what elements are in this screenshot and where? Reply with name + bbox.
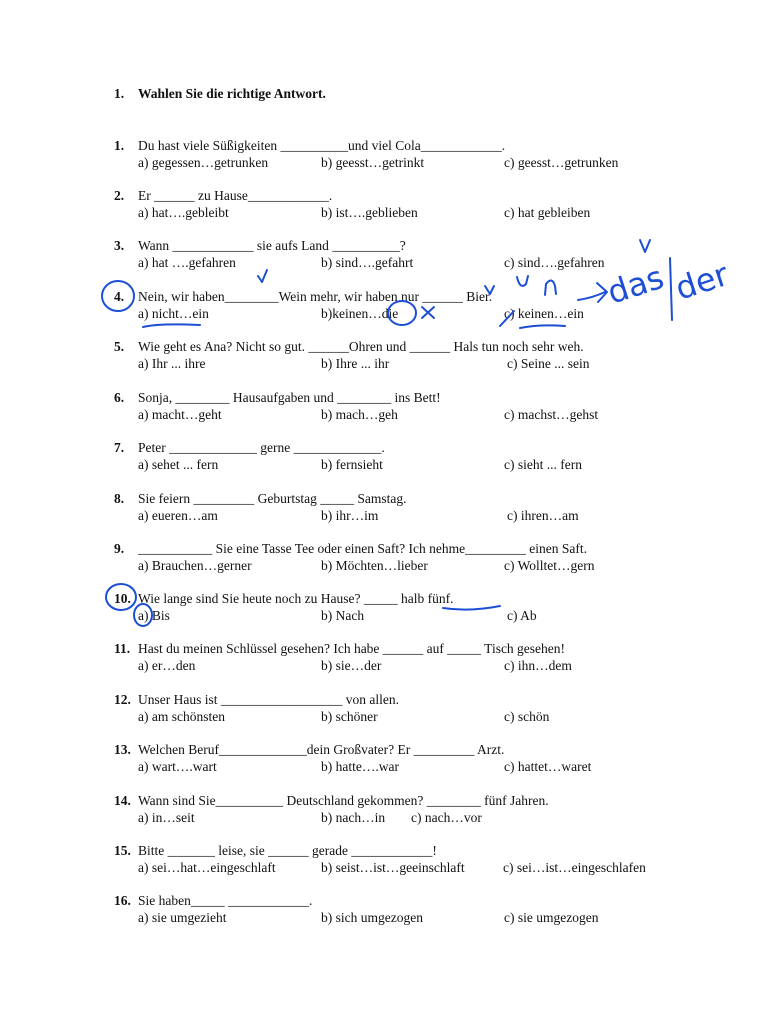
- question-line: [114, 640, 734, 657]
- question-number: 15.: [114, 843, 131, 858]
- question-line: [114, 137, 734, 154]
- answer-option-a: a) hat….gebleibt: [138, 205, 229, 220]
- answer-option-a: a) wart….wart: [138, 759, 217, 774]
- question-item: [114, 691, 734, 725]
- answer-option-a: a) sie umgezieht: [138, 910, 227, 925]
- question-stem: Peter _____________ gerne _____________.: [138, 440, 385, 455]
- question-item: [114, 842, 734, 876]
- answer-option-a: a) am schönsten: [138, 709, 225, 724]
- answer-options: [114, 406, 734, 423]
- answer-options: [114, 204, 734, 221]
- question-stem: Hast du meinen Schlüssel gesehen? Ich habe ______ auf _____ Tisch gesehen!: [138, 641, 566, 656]
- answer-option-c: c) sie umgezogen: [504, 910, 599, 925]
- answer-option-c: c) sei…ist…eingeschlafen: [503, 860, 646, 875]
- answer-option-b: b) ist….geblieben: [321, 205, 418, 220]
- answer-option-c: c) geesst…getrunken: [504, 155, 619, 170]
- question-line: [114, 540, 734, 557]
- answer-options: [114, 456, 734, 473]
- answer-options: [114, 154, 734, 171]
- question-number: 12.: [114, 692, 131, 707]
- answer-option-a: a) in…seit: [138, 810, 195, 825]
- question-stem: Du hast viele Süßigkeiten __________und viel Cola____________.: [138, 138, 506, 153]
- answer-option-b: b)keinen…die: [321, 306, 399, 321]
- question-stem: Wann sind Sie__________ Deutschland gekommen? ________ fünf Jahren.: [138, 793, 549, 808]
- answer-option-c: c) schön: [504, 709, 550, 724]
- question-number: 13.: [114, 742, 131, 757]
- answer-option-b: b) sie…der: [321, 658, 382, 673]
- question-number: 1.: [114, 138, 125, 153]
- answer-option-a: a) nicht…ein: [138, 306, 209, 321]
- answer-option-b: b) ihr…im: [321, 508, 379, 523]
- question-number: 10.: [114, 591, 131, 606]
- question-line: [114, 338, 734, 355]
- answer-option-a: a) eueren…am: [138, 508, 218, 523]
- answer-option-c: c) Wolltet…gern: [504, 558, 595, 573]
- answer-option-b: b) Möchten…lieber: [321, 558, 428, 573]
- question-stem: ___________ Sie eine Tasse Tee oder einen Saft? Ich nehme_________ einen Saft.: [138, 541, 587, 556]
- question-line: [114, 389, 734, 406]
- answer-option-c: c) sieht ... fern: [504, 457, 582, 472]
- question-stem: Wie lange sind Sie heute noch zu Hause? _____ halb fünf.: [138, 591, 454, 606]
- question-number: 16.: [114, 893, 131, 908]
- answer-option-c: c) keinen…ein: [504, 306, 584, 321]
- answer-options: [114, 305, 734, 322]
- question-stem: Er ______ zu Hause____________.: [138, 188, 333, 203]
- answer-option-b: b) geesst…getrinkt: [321, 155, 425, 170]
- question-number: 2.: [114, 188, 125, 203]
- answer-option-c: c) hat gebleiben: [504, 205, 591, 220]
- answer-option-c: c) machst…gehst: [504, 407, 599, 422]
- answer-option-c: c) Ab: [507, 608, 537, 623]
- answer-option-b: b) Nach: [321, 608, 365, 623]
- answer-option-c: c) sind….gefahren: [504, 255, 605, 270]
- question-stem: Sonja, ________ Hausaufgaben und ________ ins Bett!: [138, 390, 441, 405]
- answer-option-b: b) hatte….war: [321, 759, 399, 774]
- question-stem: Wann ____________ sie aufs Land __________?: [138, 238, 406, 253]
- handwritten-der: der: [670, 255, 734, 308]
- underline-nicht-mark: [143, 324, 200, 327]
- question-line: [114, 892, 734, 909]
- answer-option-a: a) Bis: [138, 608, 170, 623]
- answer-options: [114, 809, 734, 826]
- question-item: [114, 137, 734, 171]
- answer-options: [114, 708, 734, 725]
- question-line: [114, 590, 734, 607]
- answer-option-b: b) sich umgezogen: [321, 910, 423, 925]
- question-line: [114, 691, 734, 708]
- answer-option-a: a) gegessen…getrunken: [138, 155, 269, 170]
- question-line: [114, 741, 734, 758]
- question-stem: Bitte _______ leise, sie ______ gerade ____________!: [138, 843, 437, 858]
- question-line: [114, 842, 734, 859]
- answer-option-b: b) schöner: [321, 709, 378, 724]
- answer-option-b: b) seist…ist…geeinschlaft: [321, 860, 465, 875]
- answer-option-a: a) hat ….gefahren: [138, 255, 236, 270]
- handwritten-das: das: [602, 257, 669, 312]
- question-stem: Sie haben_____ ____________.: [138, 893, 313, 908]
- question-item: [114, 439, 734, 473]
- answer-option-c: c) ihren…am: [507, 508, 579, 523]
- question-item: [114, 640, 734, 674]
- answer-options: [114, 657, 734, 674]
- answer-options: [114, 355, 734, 372]
- question-item: [114, 338, 734, 372]
- question-item: [114, 187, 734, 221]
- answer-option-b: b) sind….gefahrt: [321, 255, 414, 270]
- question-stem: Unser Haus ist __________________ von allen.: [138, 692, 399, 707]
- answer-option-a: a) Ihr ... ihre: [138, 356, 206, 371]
- question-item: [114, 490, 734, 524]
- question-number: 9.: [114, 541, 125, 556]
- check-mark-1: [258, 270, 267, 282]
- exercise-header: [114, 86, 326, 102]
- answer-option-c: c) Seine ... sein: [507, 356, 590, 371]
- answer-option-b: b) mach…geh: [321, 407, 398, 422]
- answer-option-a: a) macht…geht: [138, 407, 222, 422]
- answer-option-a: a) Brauchen…gerner: [138, 558, 252, 573]
- question-item: [114, 741, 734, 775]
- question-number: 5.: [114, 339, 125, 354]
- exercise-number: 1.: [114, 86, 125, 101]
- exercise-title: Wahlen Sie die richtige Antwort.: [138, 86, 326, 101]
- question-number: 14.: [114, 793, 131, 808]
- question-line: [114, 237, 734, 254]
- question-line: [114, 187, 734, 204]
- letter-u-mark: [517, 276, 528, 286]
- question-stem: Sie feiern _________ Geburtstag _____ Samstag.: [138, 491, 407, 506]
- question-stem: Nein, wir haben________Wein mehr, wir haben nur ______ Bier.: [138, 289, 493, 304]
- question-number: 3.: [114, 238, 125, 253]
- answer-option-b: b) Ihre ... ihr: [321, 356, 390, 371]
- question-number: 7.: [114, 440, 125, 455]
- answer-option-a: a) er…den: [138, 658, 196, 673]
- question-line: [114, 288, 734, 305]
- answer-option-a: a) sei…hat…eingeschlaft: [138, 860, 276, 875]
- answer-option-a: a) sehet ... fern: [138, 457, 219, 472]
- answer-option-c: c) ihn…dem: [504, 658, 572, 673]
- answer-option-c: c) hattet…waret: [504, 759, 592, 774]
- answer-options: [114, 758, 734, 775]
- question-item: [114, 540, 734, 574]
- answer-options: [114, 507, 734, 524]
- underline-keinen-mark: [520, 325, 565, 328]
- question-number: 11.: [114, 641, 131, 656]
- answer-options: [114, 557, 734, 574]
- question-stem: Welchen Beruf_____________dein Großvater? Er _________ Arzt.: [138, 742, 505, 757]
- answer-options: [114, 607, 734, 624]
- question-line: [114, 439, 734, 456]
- answer-options: [114, 909, 734, 926]
- question-item: [114, 590, 734, 624]
- answer-option-b: b) nach…in: [321, 810, 386, 825]
- question-item: [114, 892, 734, 926]
- question-item: [114, 389, 734, 423]
- question-line: [114, 490, 734, 507]
- question-line: [114, 792, 734, 809]
- answer-options: [114, 859, 734, 876]
- question-number: 8.: [114, 491, 125, 506]
- question-item: [114, 237, 734, 271]
- answer-option-b: b) fernsieht: [321, 457, 383, 472]
- question-item: [114, 792, 734, 826]
- answer-options: [114, 254, 734, 271]
- answer-option-c: c) nach…vor: [411, 810, 482, 825]
- question-item: [114, 288, 734, 322]
- question-number: 4.: [114, 289, 125, 304]
- question-number: 6.: [114, 390, 125, 405]
- question-stem: Wie geht es Ana? Nicht so gut. ______Ohren und ______ Hals tun noch sehr weh.: [138, 339, 584, 354]
